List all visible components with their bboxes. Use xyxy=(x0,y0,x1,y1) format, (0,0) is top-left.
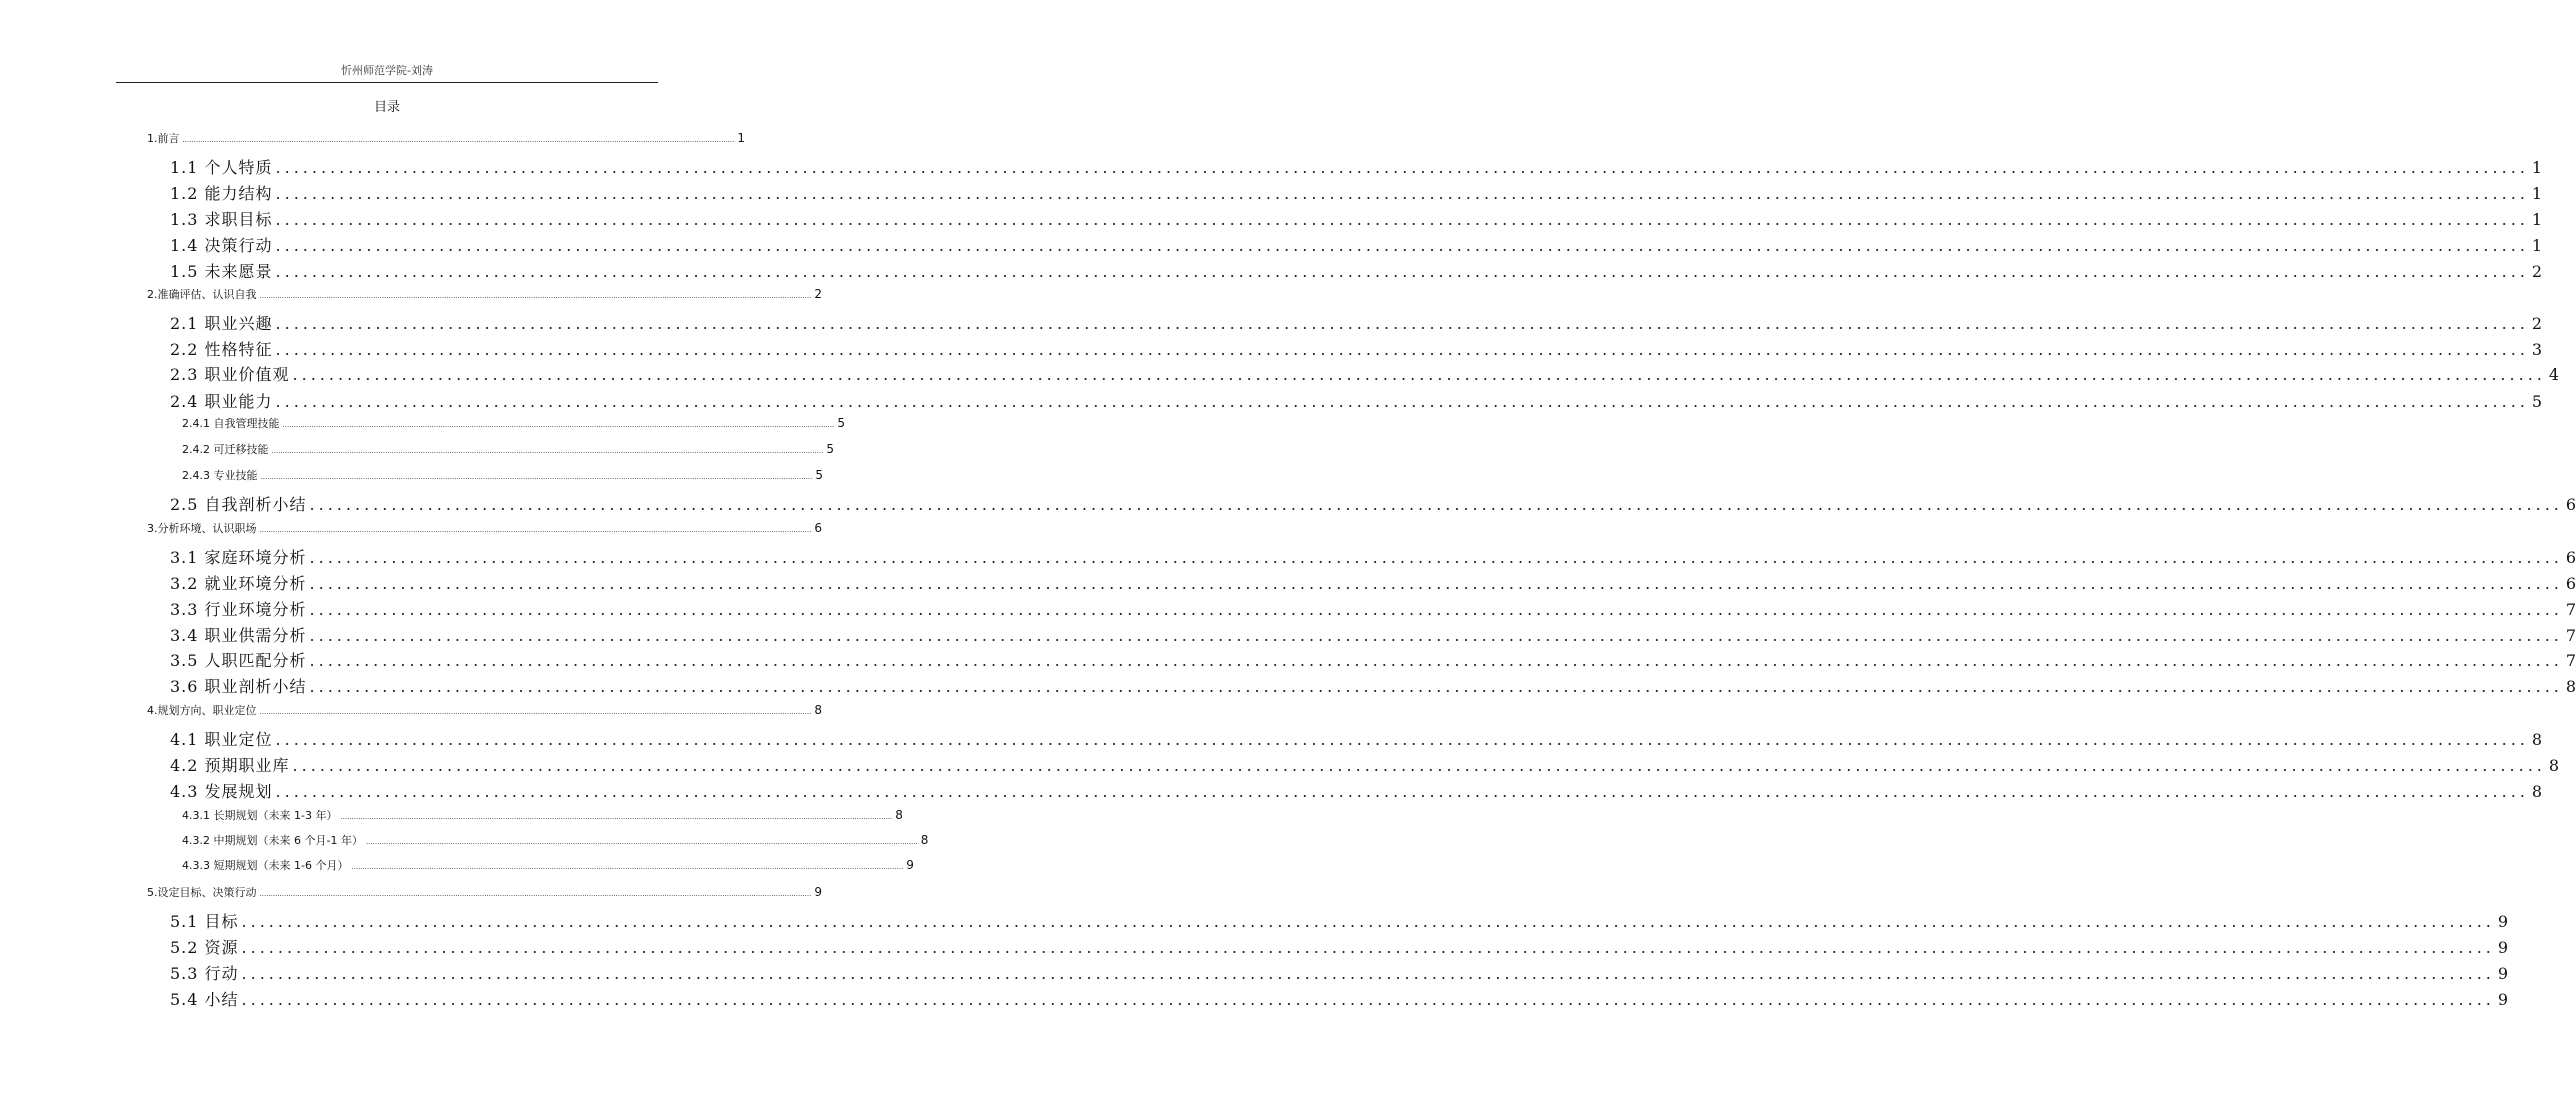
toc-entry-label: 1.3 求职目标 xyxy=(170,210,273,229)
toc-title: 目录 xyxy=(373,100,400,115)
page-header: 忻州师范学院-刘涛 xyxy=(341,64,433,77)
toc-entry-page: 8 xyxy=(814,703,822,717)
toc-leader-dots: ........................................................................................................................................................................................................................................................ xyxy=(275,782,2529,801)
toc-entry-label: 2.4.2 可迁移技能 xyxy=(182,443,269,456)
toc-entry[interactable] xyxy=(170,571,2576,594)
toc-entry-page: 5 xyxy=(815,468,823,482)
toc-entry-page: 6 xyxy=(2565,495,2576,514)
toc-entry[interactable] xyxy=(170,389,2543,412)
toc-leader-dots: ........................................................................................................................................................................................................................................................ xyxy=(182,136,735,144)
toc-entry-page: 4 xyxy=(2548,365,2560,384)
toc-leader-dots: ........................................................................................................................................................................................................................................................ xyxy=(241,938,2495,957)
toc-leader-dots: ........................................................................................................................................................................................................................................................ xyxy=(259,708,812,716)
toc-entry[interactable] xyxy=(182,807,903,823)
toc-entry[interactable] xyxy=(147,702,822,718)
toc-entry-label: 3.分析环境、认识职场 xyxy=(147,522,257,535)
toc-leader-dots: ........................................................................................................................................................................................................................................................ xyxy=(275,392,2529,411)
toc-leader-dots: ........................................................................................................................................................................................................................................................ xyxy=(282,421,835,429)
toc-entry[interactable] xyxy=(170,909,2509,932)
toc-entry[interactable] xyxy=(170,961,2509,984)
toc-entry[interactable] xyxy=(182,467,823,483)
toc-entry-page: 7 xyxy=(2565,651,2576,670)
toc-leader-dots: ........................................................................................................................................................................................................................................................ xyxy=(309,626,2563,645)
toc-entry[interactable] xyxy=(170,259,2543,282)
toc-entry-label: 2.5 自我剖析小结 xyxy=(170,495,307,514)
toc-entry-page: 5 xyxy=(837,416,845,430)
toc-entry-page: 2 xyxy=(814,287,822,301)
toc-entry-label: 2.4.1 自我管理技能 xyxy=(182,417,280,430)
toc-leader-dots: ........................................................................................................................................................................................................................................................ xyxy=(259,292,812,300)
toc-leader-dots: ........................................................................................................................................................................................................................................................ xyxy=(275,730,2529,749)
toc-entry[interactable] xyxy=(170,362,2560,385)
toc-entry[interactable] xyxy=(170,233,2543,256)
toc-entry-label: 1.1 个人特质 xyxy=(170,158,273,177)
toc-leader-dots: ........................................................................................................................................................................................................................................................ xyxy=(271,447,824,455)
toc-entry-page: 9 xyxy=(814,885,822,899)
toc-entry[interactable] xyxy=(147,130,745,146)
toc-leader-dots: ........................................................................................................................................................................................................................................................ xyxy=(275,184,2529,203)
toc-entry[interactable] xyxy=(170,935,2509,958)
toc-entry-page: 6 xyxy=(2565,574,2576,593)
toc-entry-label: 3.6 职业剖析小结 xyxy=(170,677,307,696)
toc-entry[interactable] xyxy=(182,441,834,457)
toc-leader-dots: ........................................................................................................................................................................................................................................................ xyxy=(259,890,812,898)
toc-entry-page: 8 xyxy=(2565,677,2576,696)
toc-leader-dots: ........................................................................................................................................................................................................................................................ xyxy=(309,677,2563,696)
toc-entry[interactable] xyxy=(170,492,2576,515)
toc-entry[interactable] xyxy=(170,181,2543,204)
toc-entry-page: 2 xyxy=(2531,262,2543,281)
toc-entry[interactable] xyxy=(170,674,2576,697)
toc-entry-label: 2.4 职业能力 xyxy=(170,392,273,411)
toc-leader-dots: ........................................................................................................................................................................................................................................................ xyxy=(340,813,893,821)
toc-entry[interactable] xyxy=(170,753,2560,776)
toc-entry[interactable] xyxy=(170,727,2543,750)
toc-leader-dots: ........................................................................................................................................................................................................................................................ xyxy=(241,964,2495,983)
toc-entry-page: 6 xyxy=(814,521,822,535)
toc-entry-page: 3 xyxy=(2531,340,2543,359)
toc-entry-label: 2.准确评估、认识自我 xyxy=(147,288,257,301)
toc-entry[interactable] xyxy=(147,520,822,536)
toc-entry-page: 8 xyxy=(895,808,903,822)
toc-entry[interactable] xyxy=(147,286,822,302)
toc-entry-label: 5.3 行动 xyxy=(170,964,239,983)
toc-entry-page: 9 xyxy=(2497,990,2509,1009)
toc-entry[interactable] xyxy=(170,337,2543,360)
toc-leader-dots: ........................................................................................................................................................................................................................................................ xyxy=(309,495,2563,514)
toc-entry-page: 6 xyxy=(2565,548,2576,567)
toc-entry-label: 4.3.1 长期规划（未来 1-3 年） xyxy=(182,809,338,822)
toc-entry[interactable] xyxy=(170,987,2509,1010)
toc-entry[interactable] xyxy=(170,623,2576,646)
toc-leader-dots: ........................................................................................................................................................................................................................................................ xyxy=(309,574,2563,593)
toc-leader-dots: ........................................................................................................................................................................................................................................................ xyxy=(259,526,812,534)
toc-entry[interactable] xyxy=(170,207,2543,230)
toc-entry-label: 1.5 未来愿景 xyxy=(170,262,273,281)
toc-entry-page: 1 xyxy=(2531,158,2543,177)
toc-entry-label: 4.2 预期职业库 xyxy=(170,756,290,775)
toc-leader-dots: ........................................................................................................................................................................................................................................................ xyxy=(241,990,2495,1009)
toc-entry-label: 4.3 发展规划 xyxy=(170,782,273,801)
toc-leader-dots: ........................................................................................................................................................................................................................................................ xyxy=(275,340,2529,359)
toc-leader-dots: ........................................................................................................................................................................................................................................................ xyxy=(292,365,2546,384)
toc-entry-page: 1 xyxy=(2531,236,2543,255)
toc-leader-dots: ........................................................................................................................................................................................................................................................ xyxy=(275,314,2529,333)
toc-leader-dots: ........................................................................................................................................................................................................................................................ xyxy=(275,262,2529,281)
toc-entry[interactable] xyxy=(170,311,2543,334)
toc-entry-page: 1 xyxy=(2531,184,2543,203)
header-divider xyxy=(116,82,658,83)
toc-entry-page: 1 xyxy=(2531,210,2543,229)
toc-entry-label: 4.3.3 短期规划（未来 1-6 个月） xyxy=(182,859,349,872)
toc-entry-page: 5 xyxy=(826,442,834,456)
toc-entry[interactable] xyxy=(182,857,914,873)
toc-entry-label: 2.4.3 专业技能 xyxy=(182,469,258,482)
toc-entry-label: 4.规划方向、职业定位 xyxy=(147,704,257,717)
toc-entry-label: 5.4 小结 xyxy=(170,990,239,1009)
toc-entry-page: 9 xyxy=(906,858,914,872)
toc-entry-label: 5.1 目标 xyxy=(170,912,239,931)
toc-entry-page: 1 xyxy=(737,131,745,145)
toc-entry-label: 1.4 决策行动 xyxy=(170,236,273,255)
toc-entry-page: 8 xyxy=(2548,756,2560,775)
toc-entry-label: 1.2 能力结构 xyxy=(170,184,273,203)
toc-leader-dots: ........................................................................................................................................................................................................................................................ xyxy=(351,863,904,871)
toc-leader-dots: ........................................................................................................................................................................................................................................................ xyxy=(292,756,2546,775)
toc-entry[interactable] xyxy=(147,884,822,900)
toc-entry-label: 3.1 家庭环境分析 xyxy=(170,548,307,567)
toc-entry-label: 5.设定目标、决策行动 xyxy=(147,886,257,899)
toc-entry[interactable] xyxy=(170,155,2543,178)
toc-leader-dots: ........................................................................................................................................................................................................................................................ xyxy=(309,600,2563,619)
toc-entry-page: 8 xyxy=(920,833,929,847)
toc-entry-page: 7 xyxy=(2565,600,2576,619)
toc-leader-dots: ........................................................................................................................................................................................................................................................ xyxy=(260,473,813,481)
toc-entry-label: 3.4 职业供需分析 xyxy=(170,626,307,645)
toc-entry[interactable] xyxy=(170,597,2576,620)
toc-entry-label: 4.1 职业定位 xyxy=(170,730,273,749)
toc-entry-page: 9 xyxy=(2497,912,2509,931)
toc-entry-page: 8 xyxy=(2531,782,2543,801)
toc-entry-label: 3.3 行业环境分析 xyxy=(170,600,307,619)
toc-entry[interactable] xyxy=(182,415,845,431)
toc-entry-page: 9 xyxy=(2497,964,2509,983)
toc-entry-page: 8 xyxy=(2531,730,2543,749)
toc-entry-label: 2.3 职业价值观 xyxy=(170,365,290,384)
toc-entry[interactable] xyxy=(170,648,2576,671)
toc-entry-page: 7 xyxy=(2565,626,2576,645)
toc-leader-dots: ........................................................................................................................................................................................................................................................ xyxy=(365,838,918,846)
toc-entry-label: 3.5 人职匹配分析 xyxy=(170,651,307,670)
toc-entry[interactable] xyxy=(182,832,929,848)
toc-entry-label: 5.2 资源 xyxy=(170,938,239,957)
toc-leader-dots: ........................................................................................................................................................................................................................................................ xyxy=(275,158,2529,177)
toc-leader-dots: ........................................................................................................................................................................................................................................................ xyxy=(309,651,2563,670)
toc-entry-page: 5 xyxy=(2531,392,2543,411)
toc-leader-dots: ........................................................................................................................................................................................................................................................ xyxy=(275,236,2529,255)
toc-entry-label: 1.前言 xyxy=(147,132,180,145)
toc-entry-label: 3.2 就业环境分析 xyxy=(170,574,307,593)
toc-entry-page: 9 xyxy=(2497,938,2509,957)
toc-entry[interactable] xyxy=(170,779,2543,802)
toc-entry[interactable] xyxy=(170,545,2576,568)
toc-leader-dots: ........................................................................................................................................................................................................................................................ xyxy=(241,912,2495,931)
toc-entry-page: 2 xyxy=(2531,314,2543,333)
toc-entry-label: 2.1 职业兴趣 xyxy=(170,314,273,333)
toc-leader-dots: ........................................................................................................................................................................................................................................................ xyxy=(309,548,2563,567)
toc-entry-label: 4.3.2 中期规划（未来 6 个月-1 年） xyxy=(182,834,363,847)
toc-entry-label: 2.2 性格特征 xyxy=(170,340,273,359)
toc-leader-dots: ........................................................................................................................................................................................................................................................ xyxy=(275,210,2529,229)
